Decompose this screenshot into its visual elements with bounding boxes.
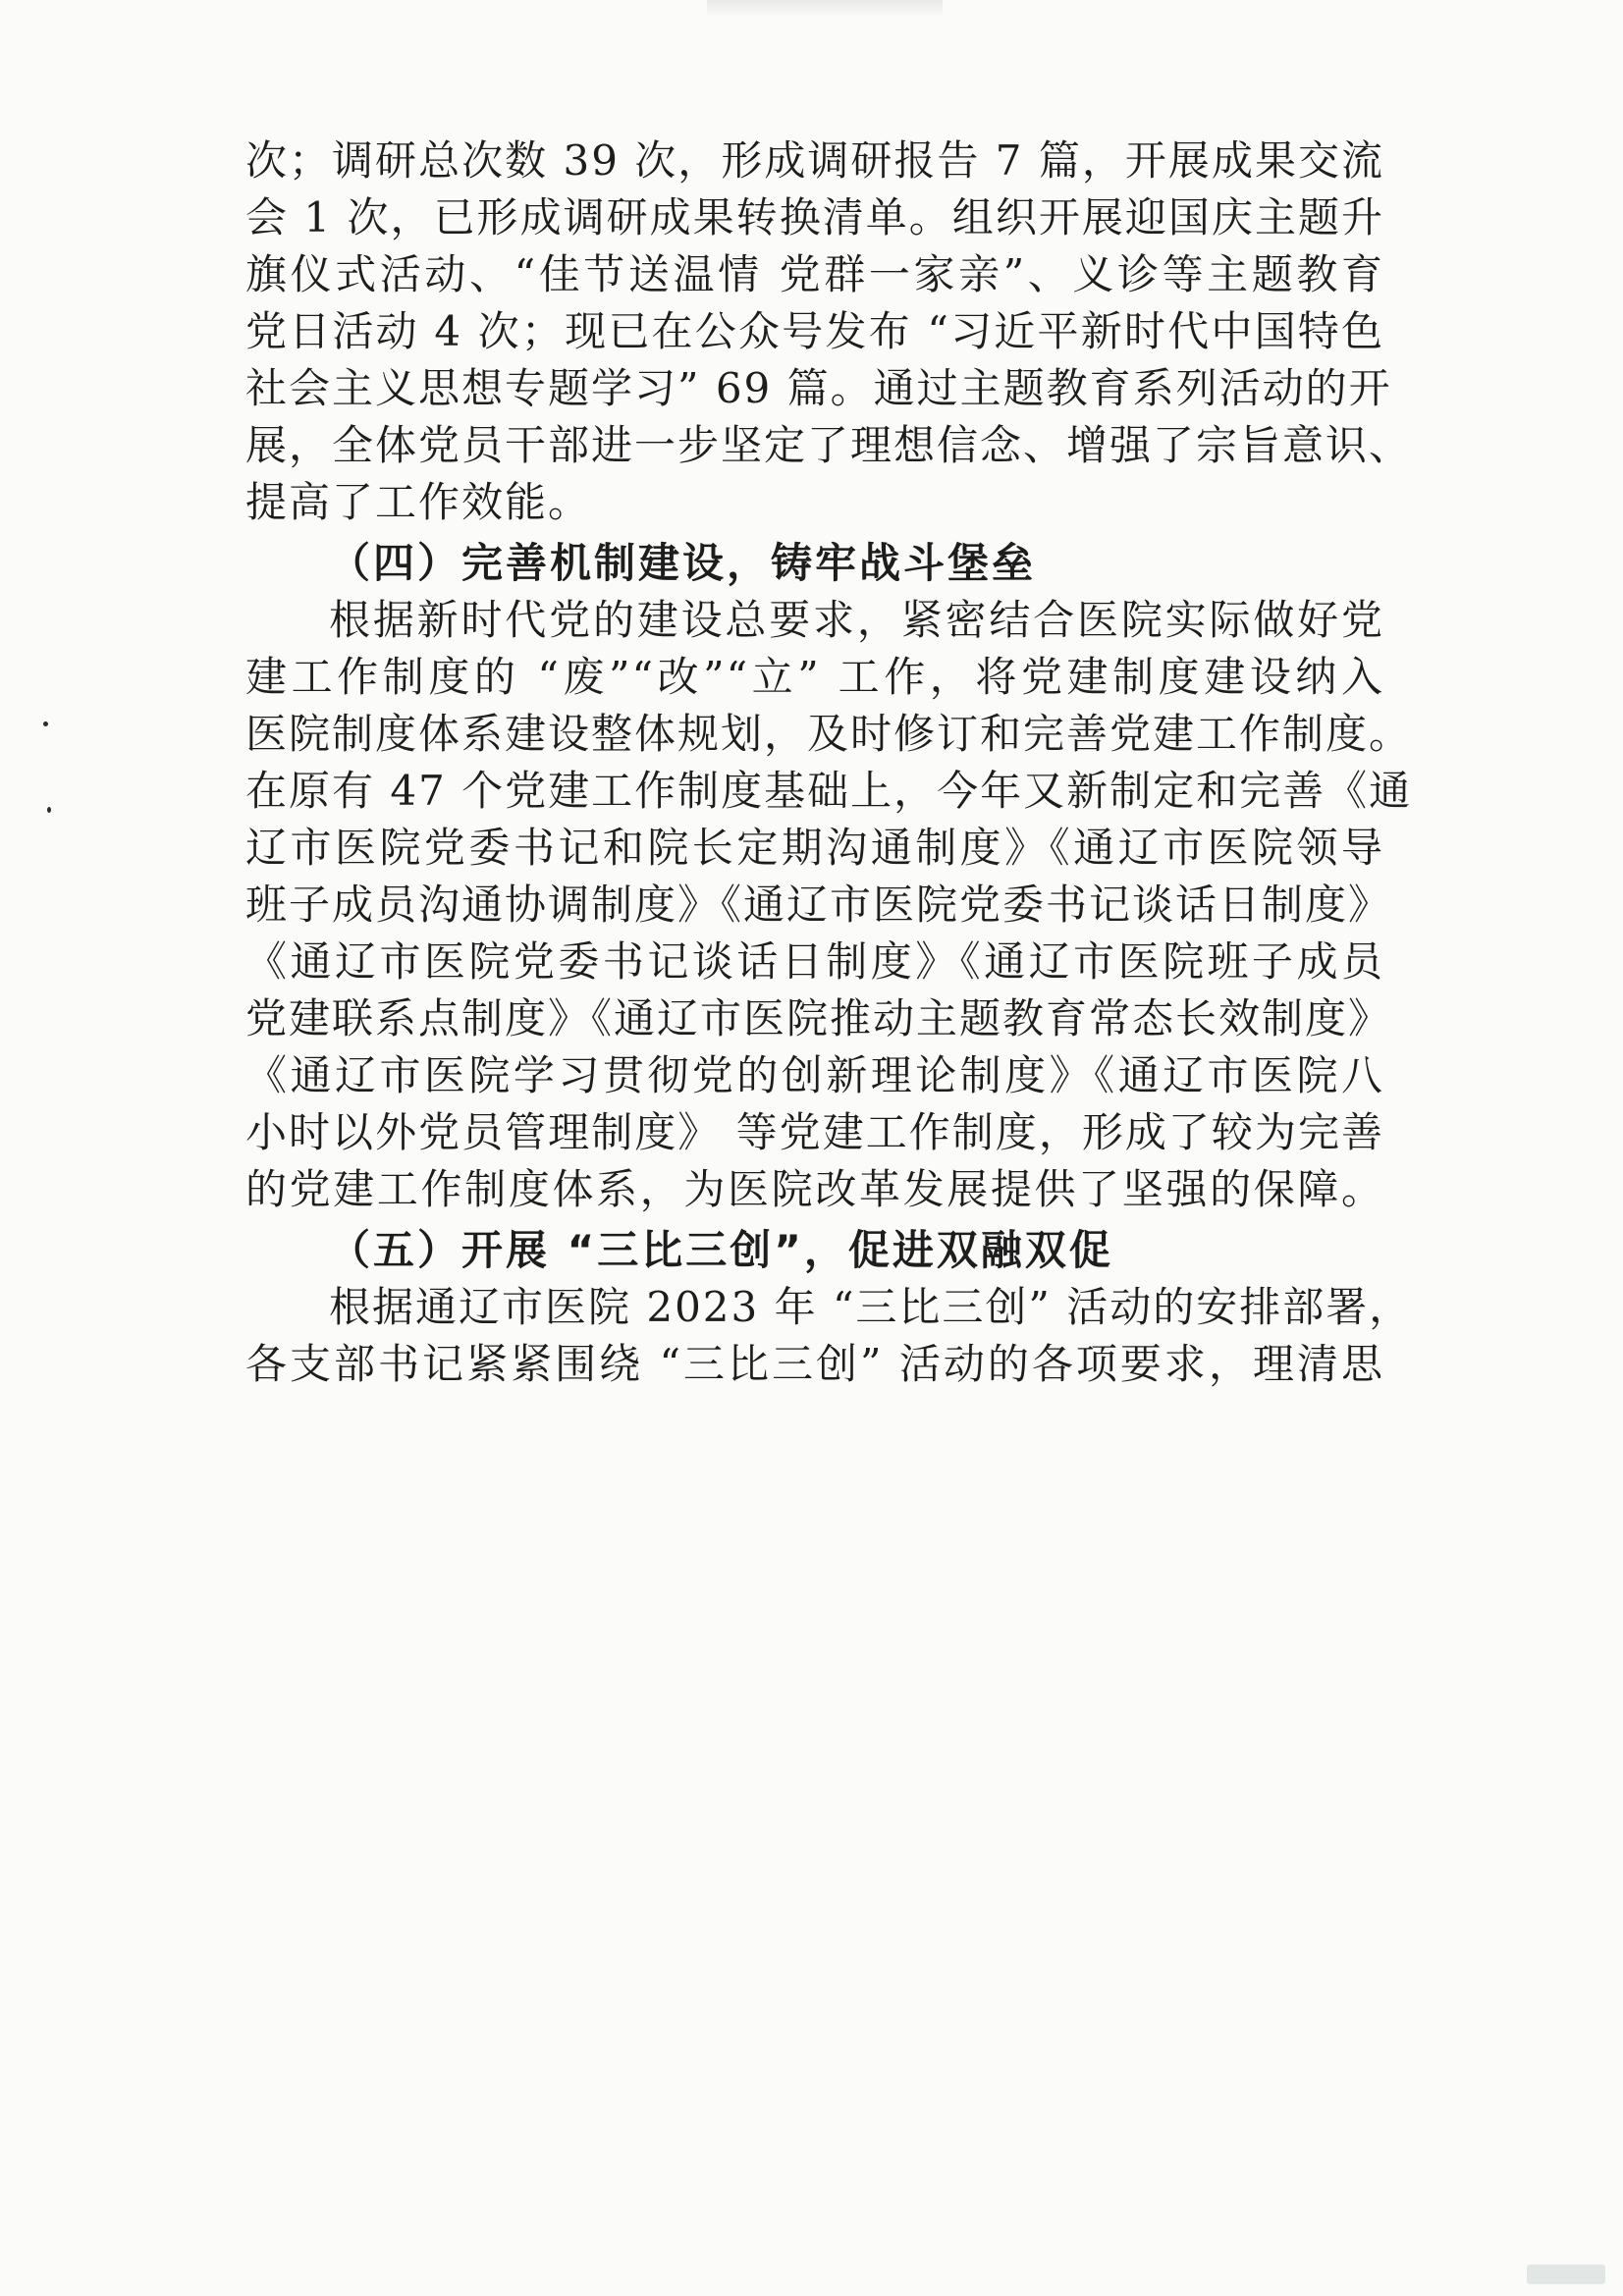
text-line: 会 1 次，已形成调研成果转换清单。组织开展迎国庆主题升 bbox=[245, 193, 1384, 241]
text-line: 提高了工作效能。 bbox=[245, 478, 592, 526]
text-line: 旗仪式活动、“佳节送温情 党群一家亲”、义诊等主题教育 bbox=[245, 250, 1384, 298]
text-line: 《通辽市医院党委书记谈话日制度》《通辽市医院班子成员 bbox=[245, 937, 1384, 986]
scan-artifact bbox=[707, 0, 943, 18]
text-line: 各支部书记紧紧围绕 “三比三创” 活动的各项要求，理清思 bbox=[245, 1340, 1384, 1388]
section-heading-5: （五）开展 “三比三创”，促进双融双促 bbox=[329, 1226, 1113, 1274]
section-heading-4: （四）完善机制建设，铸牢战斗堡垒 bbox=[329, 539, 1037, 587]
watermark bbox=[1527, 2265, 1605, 2284]
text-line: 班子成员沟通协调制度》《通辽市医院党委书记谈话日制度》 bbox=[245, 881, 1392, 929]
scan-speck bbox=[43, 721, 48, 726]
text-line: 展，全体党员干部进一步坚定了理想信念、增强了宗旨意识、 bbox=[245, 421, 1413, 469]
text-line: 在原有 47 个党建工作制度基础上，今年又新制定和完善《通 bbox=[245, 767, 1413, 815]
text-line: 党日活动 4 次；现已在公众号发布 “习近平新时代中国特色 bbox=[245, 307, 1384, 355]
text-line: 《通辽市医院学习贯彻党的创新理论制度》《通辽市医院八 bbox=[245, 1051, 1384, 1099]
text-line: 小时以外党员管理制度》 等党建工作制度，形成了较为完善 bbox=[245, 1108, 1384, 1156]
text-line: 医院制度体系建设整体规划，及时修订和完善党建工作制度。 bbox=[245, 710, 1413, 758]
text-line: 的党建工作制度体系，为医院改革发展提供了坚强的保障。 bbox=[245, 1165, 1384, 1213]
scan-speck bbox=[47, 807, 51, 813]
text-line: 次；调研总次数 39 次，形成调研报告 7 篇，开展成果交流 bbox=[245, 136, 1384, 185]
text-line: 党建联系点制度》《通辽市医院推动主题教育常态长效制度》 bbox=[245, 994, 1392, 1042]
text-line: 建工作制度的 “废”“改”“立” 工作，将党建制度建设纳入 bbox=[245, 653, 1384, 701]
text-line: 根据新时代党的建设总要求，紧密结合医院实际做好党 bbox=[329, 596, 1384, 644]
text-line: 根据通辽市医院 2023 年 “三比三创” 活动的安排部署， bbox=[329, 1283, 1413, 1331]
text-line: 社会主义思想专题学习” 69 篇。通过主题教育系列活动的开 bbox=[245, 364, 1392, 412]
text-line: 辽市医院党委书记和院长定期沟通制度》《通辽市医院领导 bbox=[245, 824, 1384, 872]
